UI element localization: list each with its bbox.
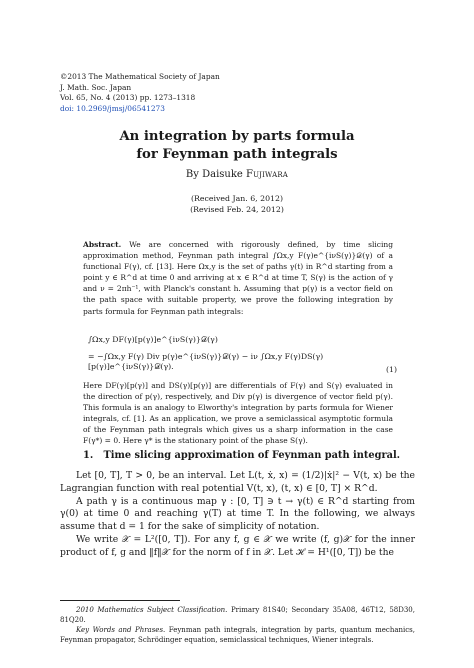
msc-text: Primary 81S40; Secondary 35A08, 46T12, 58D30, 81Q20. xyxy=(60,606,415,624)
body-paragraph: A path γ is a continuous map γ : [0, T] ∋ t → γ(t) ∈ R^d starting from γ(0) at time 0 and reaching γ(T) at time T. In the following, we always assume that d = 1 for the sake of simplicity of notation. xyxy=(60,495,415,533)
keywords-footnote xyxy=(60,625,415,645)
doi-link[interactable]: doi: 10.2969/jmsj/06541273 xyxy=(60,103,165,113)
abstract xyxy=(83,239,393,317)
received-date: (Received Jan. 6, 2012) xyxy=(190,194,284,203)
abstract-continuation: Here DF(γ)[p(γ)] and DS(γ)[p(γ)] are differentials of F(γ) and S(γ) evaluated in the direction of p(γ), respectively, and Div p(γ) is divergence of vector field p(γ). This formula is an analogy to Elworthy's integration by parts formula for Wiener integrals, cf. [1]. As an application, we prove a semiclassical asymptotic formula of the Feynman path integrals which gives us a sharp information in the case F(γ*) = 0. Here γ* is the stationary point of the phase S(γ). xyxy=(83,381,393,446)
body-paragraph: We write 𝒳 = L²([0, T]). For any f, g ∈ 𝒳 we write (f, g)𝒳 for the inner product of f, g and ‖f‖𝒳 for the norm of f in 𝒳. Let ℋ = H¹([0, T]) be the xyxy=(60,533,415,558)
keywords-label: Key Words and Phrases. xyxy=(76,626,166,634)
section-number: 1. xyxy=(83,450,94,461)
title-line-1: An integration by parts formula xyxy=(119,129,355,144)
msc-label: 2010 Mathematics Subject Classification. xyxy=(76,606,228,614)
title-line-2: for Feynman path integrals xyxy=(136,147,338,162)
dates-block xyxy=(0,194,474,215)
journal-header xyxy=(60,72,220,114)
abstract-heading: Abstract. xyxy=(83,240,122,249)
keywords-text: Feynman path integrals, integration by parts, quantum mechanics, Feynman propagator, Schrödinger equation, semiclassical techniques, Wiener integrals. xyxy=(60,626,415,644)
footnotes xyxy=(60,605,415,645)
volume-line: Vol. 65, No. 4 (2013) pp. 1273–1318 xyxy=(60,93,196,102)
journal-name: J. Math. Soc. Japan xyxy=(60,82,132,92)
author-prefix: By Daisuke xyxy=(185,169,243,180)
equation-line-1: ∫Ωx,y DF(γ)[p(γ)]e^{iνS(γ)}𝒟(γ) xyxy=(88,335,218,344)
equation-line-2-text: = −∫Ωx,y F(γ) Div p(γ)e^{iνS(γ)}𝒟(γ) − iν ∫Ωx,y F(γ)DS(γ)[p(γ)]e^{iνS(γ)}𝒟(γ). xyxy=(88,352,324,371)
section-title: Time slicing approximation of Feynman path integral. xyxy=(103,450,401,461)
revised-date: (Revised Feb. 24, 2012) xyxy=(190,204,284,214)
paper-title xyxy=(0,128,474,164)
copyright-line: ©2013 The Mathematical Society of Japan xyxy=(60,72,220,81)
equation-number: (1) xyxy=(386,365,398,374)
abstract-text: We are concerned with rigorously defined, by time slicing approximation method, Feynman path integral ∫Ωx,y F(γ)e^{iνS(γ)}𝒟(γ) of a functional F(γ), cf. [13]. Here Ωx,y is the set of paths γ(t) in R^d starting from a point y ∈ R^d at time 0 and arriving at x ∈ R^d at time T, S(γ) is the action of γ and ν = 2πh⁻¹, with Planck's constant h. Assuming that p(γ) is a vector field on the path space with suitable property, we prove the following integration by parts formula for Feynman path integrals: xyxy=(83,240,393,316)
msc-footnote xyxy=(60,605,415,625)
author-surname: Fujiwara xyxy=(246,169,289,180)
body-paragraph: Let [0, T], T > 0, be an interval. Let L(t, ẋ, x) = (1/2)|ẋ|² − V(t, x) be the Lagrangian function with real potential V(t, x), (t, x) ∈ [0, T] × R^d. xyxy=(60,470,415,494)
body-text xyxy=(60,470,415,560)
author-line xyxy=(0,169,474,180)
footnote-rule xyxy=(60,600,180,601)
section-heading xyxy=(83,450,400,461)
equation-line-2 xyxy=(88,352,378,372)
